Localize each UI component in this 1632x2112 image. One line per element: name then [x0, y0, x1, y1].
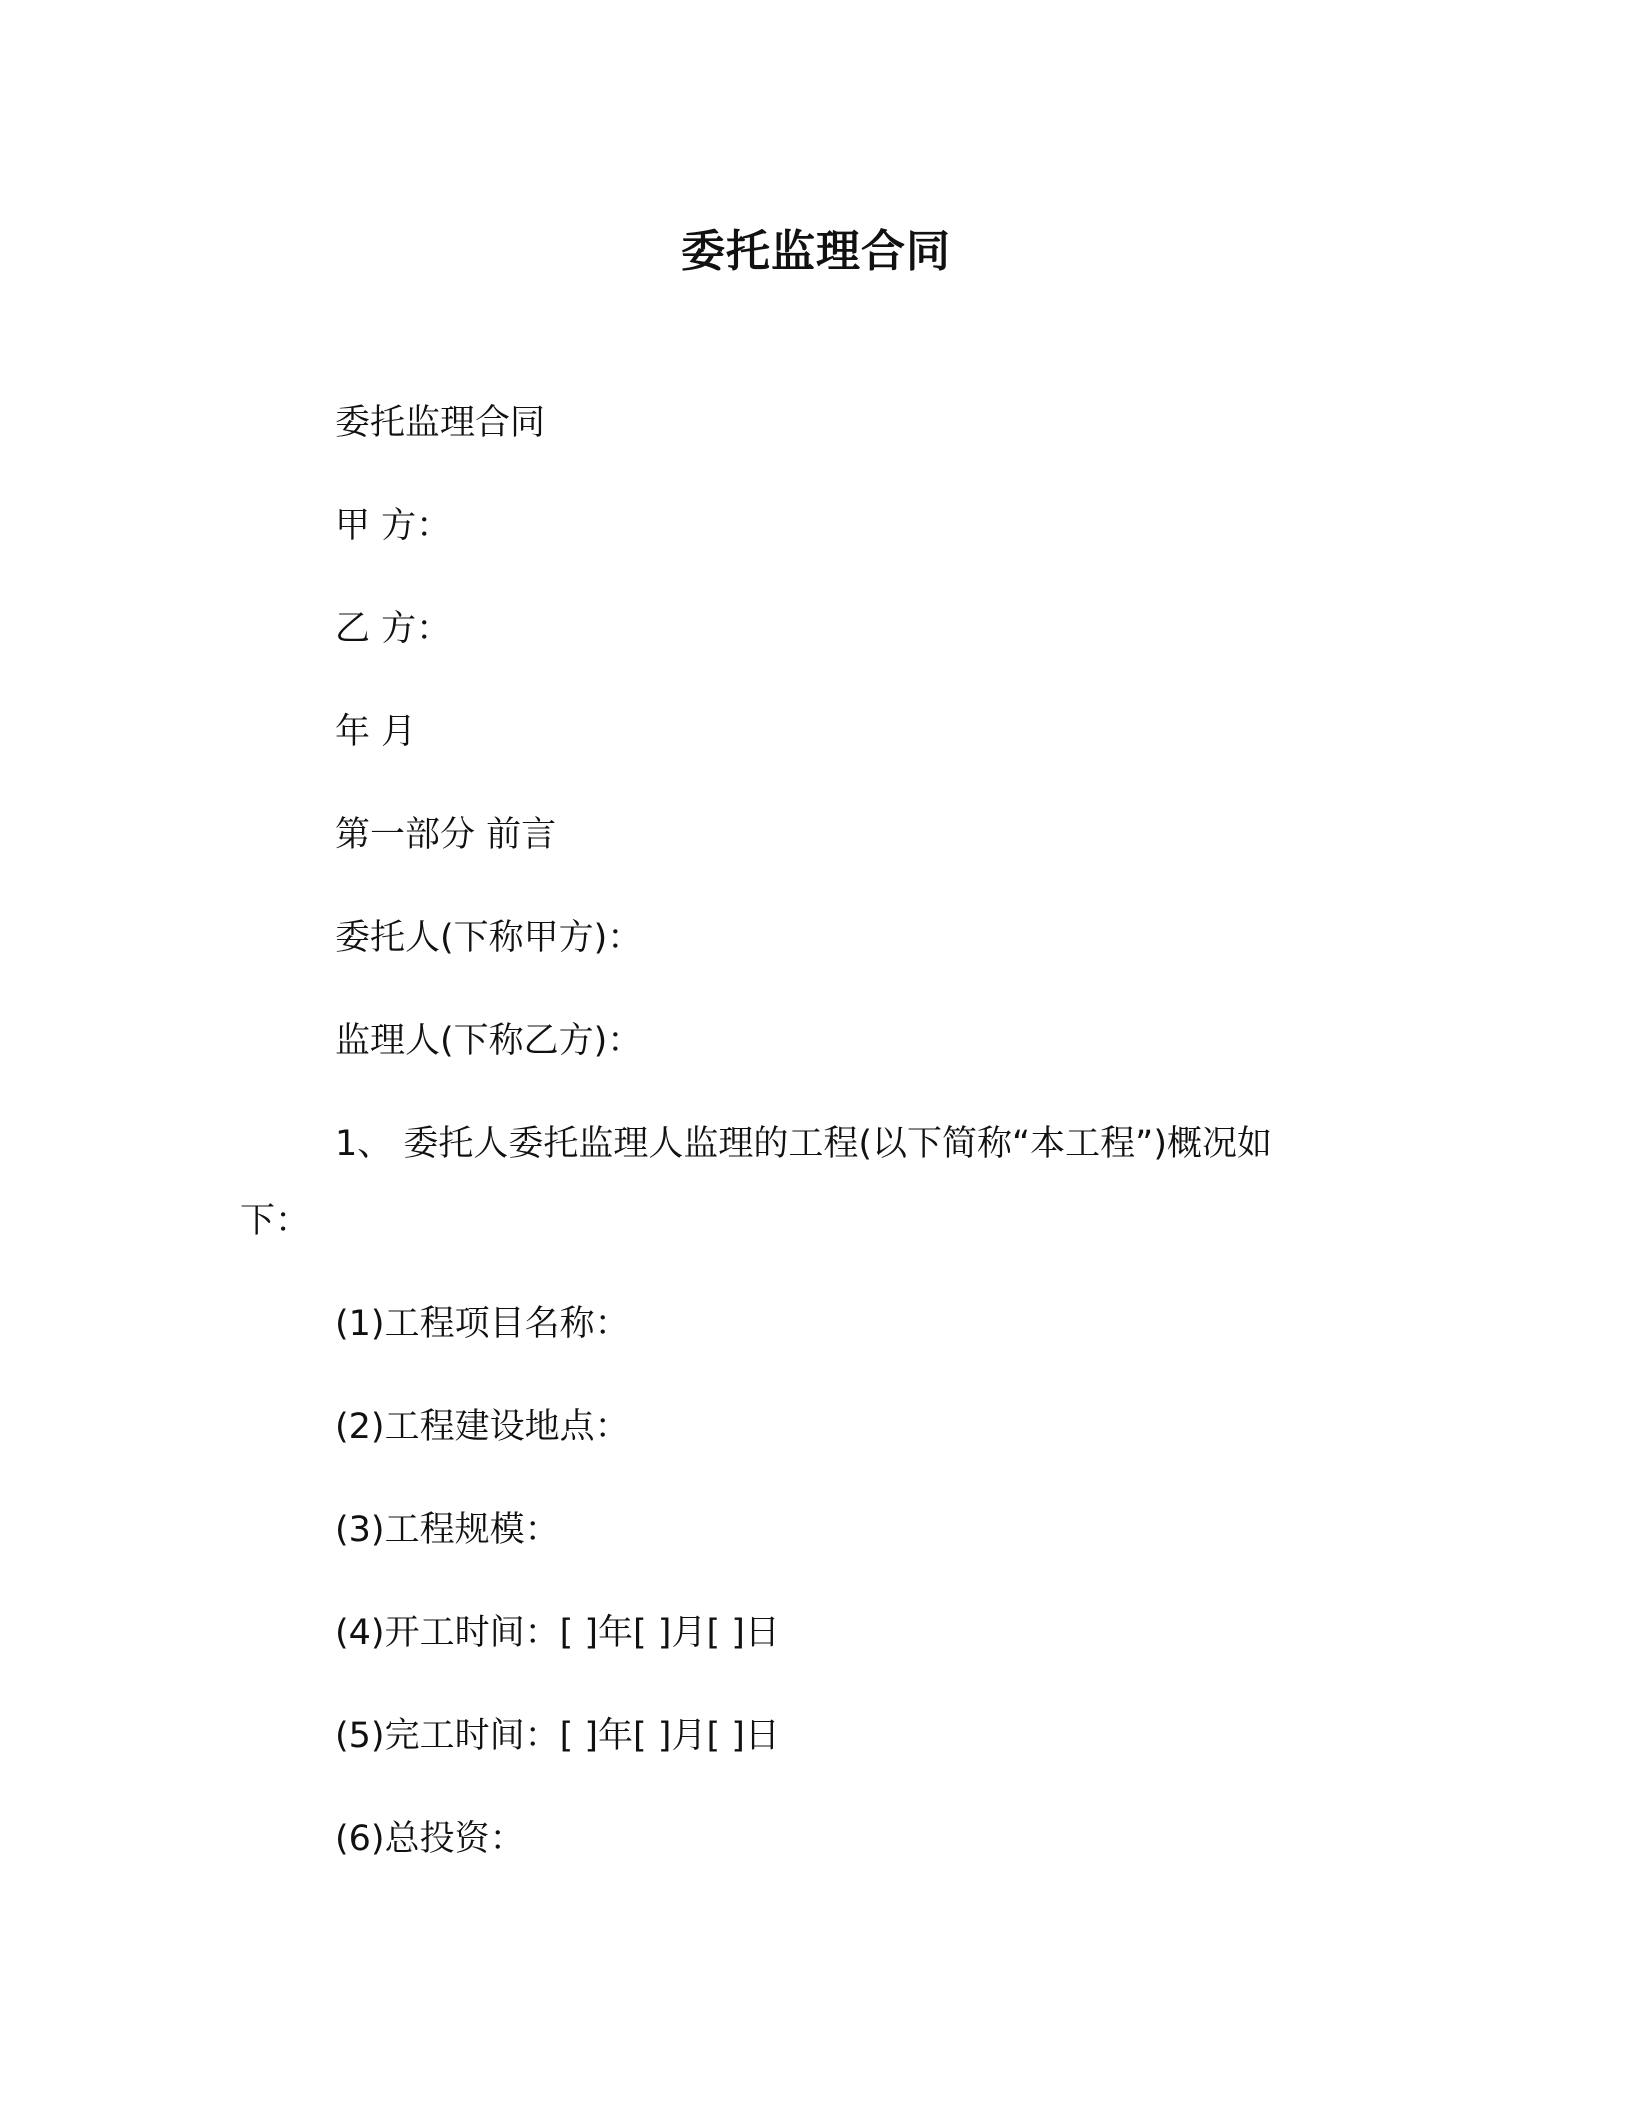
subtitle-line: 委托监理合同 [335, 403, 546, 443]
start-date-line: (4)开工时间：[ ]年[ ]月[ ]日 [335, 1613, 780, 1653]
date-line: 年 月 [335, 712, 417, 752]
clause-1-continuation: 下： [240, 1201, 311, 1241]
project-scale-line: (3)工程规模： [335, 1510, 560, 1550]
party-b-line: 乙 方： [335, 609, 452, 649]
total-investment-line: (6)总投资： [335, 1819, 525, 1859]
supervisor-line: 监理人(下称乙方)： [335, 1021, 643, 1061]
document-title: 委托监理合同 [681, 226, 951, 277]
clause-1-line: 1、 委托人委托监理人监理的工程(以下简称“本工程”)概况如 [335, 1124, 1272, 1164]
principal-line: 委托人(下称甲方)： [335, 918, 643, 958]
project-location-line: (2)工程建设地点： [335, 1407, 630, 1447]
section-heading: 第一部分 前言 [335, 815, 557, 855]
project-name-line: (1)工程项目名称： [335, 1304, 630, 1344]
party-a-line: 甲 方： [335, 506, 452, 546]
end-date-line: (5)完工时间：[ ]年[ ]月[ ]日 [335, 1716, 780, 1756]
